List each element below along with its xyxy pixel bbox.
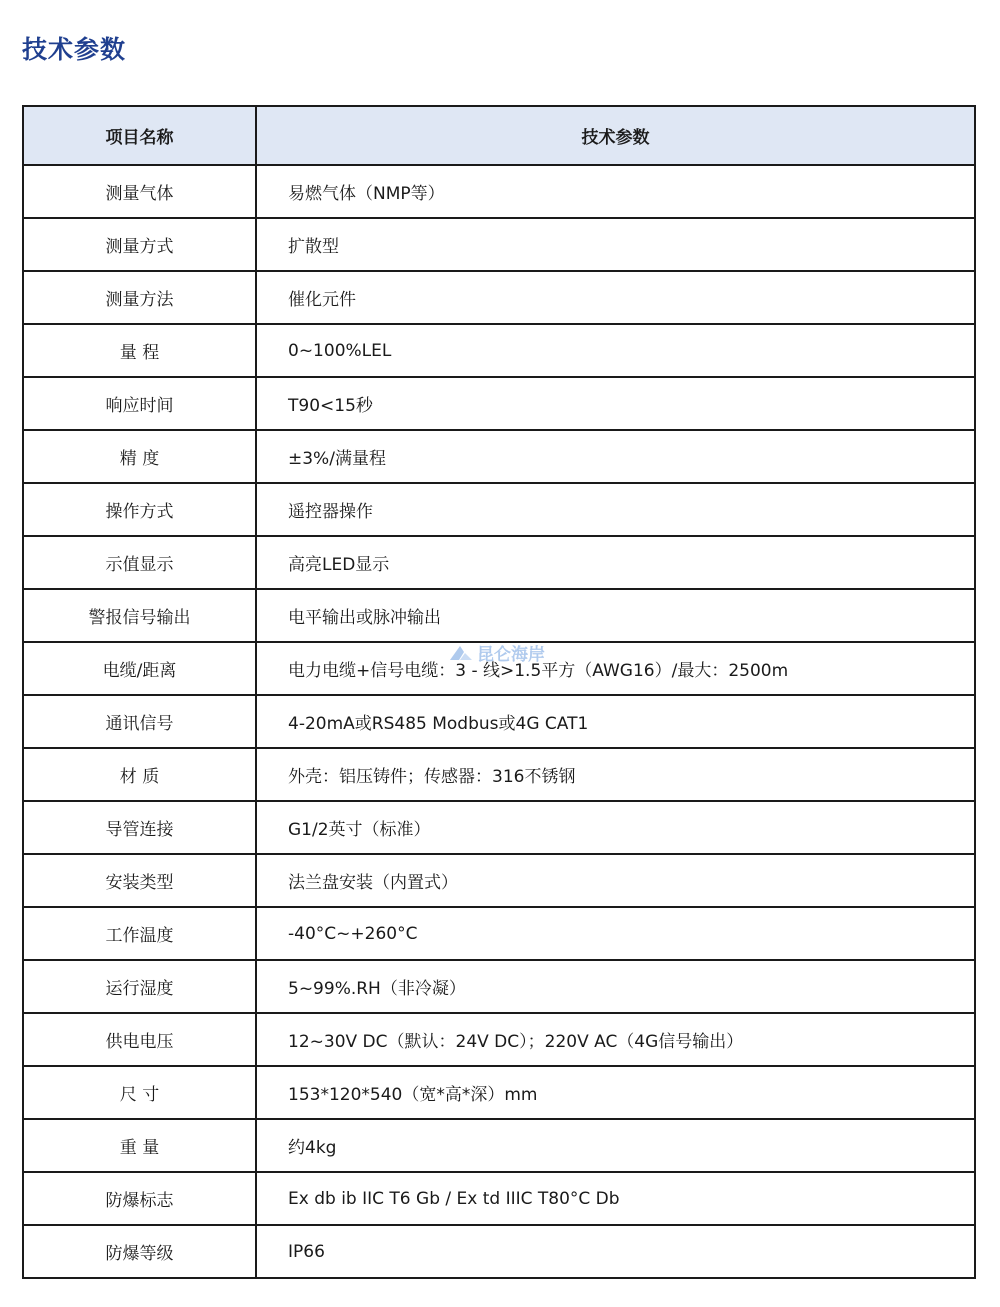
- param-name-cell: 导管连接: [23, 801, 256, 854]
- param-value-cell: 约4kg: [256, 1119, 975, 1172]
- column-header-tech-params: 技术参数: [256, 106, 975, 165]
- param-name-cell: 响应时间: [23, 377, 256, 430]
- param-value-cell: 易燃气体（NMP等）: [256, 165, 975, 218]
- param-value-cell: 催化元件: [256, 271, 975, 324]
- table-row: [23, 483, 975, 536]
- param-value-cell: 0~100%LEL: [256, 324, 975, 377]
- param-value-cell: 电力电缆+信号电缆：3 - 线>1.5平方（AWG16）/最大：2500m: [256, 642, 975, 695]
- table-row: [23, 1225, 975, 1278]
- param-name-cell: 通讯信号: [23, 695, 256, 748]
- table-row: [23, 801, 975, 854]
- param-name-cell: 操作方式: [23, 483, 256, 536]
- param-name-cell: 运行湿度: [23, 960, 256, 1013]
- param-name-cell: 供电电压: [23, 1013, 256, 1066]
- table-row: [23, 1172, 975, 1225]
- param-value-cell: -40°C~+260°C: [256, 907, 975, 960]
- table-row: [23, 960, 975, 1013]
- param-name-cell: 测量气体: [23, 165, 256, 218]
- param-name-cell: 测量方法: [23, 271, 256, 324]
- table-row: [23, 1066, 975, 1119]
- column-header-item-name: 项目名称: [23, 106, 256, 165]
- table-row: [23, 165, 975, 218]
- param-name-cell: 工作温度: [23, 907, 256, 960]
- table-row: [23, 854, 975, 907]
- param-name-cell: 示值显示: [23, 536, 256, 589]
- table-row: [23, 271, 975, 324]
- table-row: [23, 377, 975, 430]
- param-value-cell: IP66: [256, 1225, 975, 1278]
- param-name-cell: 材 质: [23, 748, 256, 801]
- param-value-cell: T90<15秒: [256, 377, 975, 430]
- table-row: [23, 695, 975, 748]
- param-value-cell: 遥控器操作: [256, 483, 975, 536]
- table-header-row: [23, 106, 975, 165]
- param-value-cell: 高亮LED显示: [256, 536, 975, 589]
- page-title: 技术参数: [22, 35, 127, 64]
- param-value-cell: 5~99%.RH（非冷凝）: [256, 960, 975, 1013]
- param-value-cell: 外壳：铝压铸件；传感器：316不锈钢: [256, 748, 975, 801]
- param-value-cell: ±3%/满量程: [256, 430, 975, 483]
- spec-table: [22, 105, 976, 1279]
- spec-table-body: [23, 165, 975, 1278]
- table-row: [23, 536, 975, 589]
- param-name-cell: 尺 寸: [23, 1066, 256, 1119]
- table-row: [23, 748, 975, 801]
- param-value-cell: 电平输出或脉冲输出: [256, 589, 975, 642]
- table-row: [23, 430, 975, 483]
- table-row: [23, 218, 975, 271]
- param-name-cell: 测量方式: [23, 218, 256, 271]
- param-name-cell: 电缆/距离: [23, 642, 256, 695]
- table-row: [23, 589, 975, 642]
- param-name-cell: 量 程: [23, 324, 256, 377]
- param-value-cell: 4-20mA或RS485 Modbus或4G CAT1: [256, 695, 975, 748]
- param-name-cell: 防爆标志: [23, 1172, 256, 1225]
- param-name-cell: 警报信号输出: [23, 589, 256, 642]
- table-row: [23, 907, 975, 960]
- param-value-cell: 12~30V DC（默认：24V DC）；220V AC（4G信号输出）: [256, 1013, 975, 1066]
- param-name-cell: 安装类型: [23, 854, 256, 907]
- table-row: [23, 324, 975, 377]
- param-value-cell: 153*120*540（宽*高*深）mm: [256, 1066, 975, 1119]
- param-name-cell: 防爆等级: [23, 1225, 256, 1278]
- param-name-cell: 重 量: [23, 1119, 256, 1172]
- param-value-cell: 法兰盘安装（内置式）: [256, 854, 975, 907]
- table-row: [23, 1013, 975, 1066]
- watermark-text: 昆仑海岸: [477, 645, 545, 665]
- param-value-cell: Ex db ib IIC T6 Gb / Ex td IIIC T80°C Db: [256, 1172, 975, 1225]
- table-row: [23, 642, 975, 695]
- table-row: [23, 1119, 975, 1172]
- param-value-cell: G1/2英寸（标准）: [256, 801, 975, 854]
- param-value-cell: 扩散型: [256, 218, 975, 271]
- param-name-cell: 精 度: [23, 430, 256, 483]
